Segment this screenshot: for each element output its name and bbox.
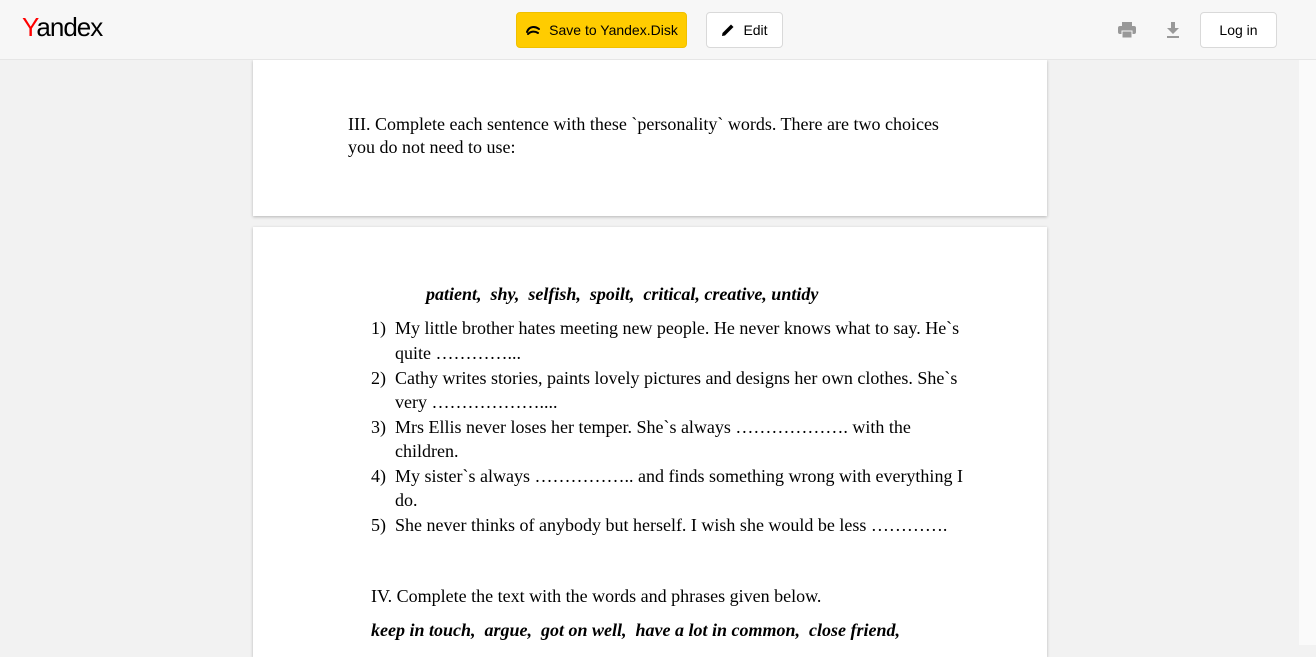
item-1-line1: My little brother hates meeting new people. He never knows what to say. He`s xyxy=(395,318,960,338)
item-3-line1: Mrs Ellis never loses her temper. She`s always ………………. with the xyxy=(395,416,911,437)
word-bank: patient, shy, selfish, spoilt, critical, creative, untidy xyxy=(426,284,819,304)
login-button[interactable] xyxy=(1200,12,1277,48)
vertical-scrollbar[interactable] xyxy=(1299,60,1316,645)
login-button-label: Log in xyxy=(1219,22,1258,38)
phrase-bank: keep in touch, argue, got on well, have a lot in common, close friend, xyxy=(371,620,901,640)
item-2-number: 2) xyxy=(371,367,386,388)
item-5-number: 5) xyxy=(371,515,386,535)
document-page-2 xyxy=(253,227,1047,657)
item-2-line1: Cathy writes stories, paints lovely pictures and designs her own clothes. She`s xyxy=(395,367,958,388)
download-button[interactable] xyxy=(1161,18,1185,42)
save-button-label: Save to Yandex.Disk xyxy=(549,22,678,38)
pencil-icon xyxy=(721,23,735,37)
task3-instruction-line2: you do not need to use: xyxy=(348,137,516,157)
save-to-disk-button[interactable] xyxy=(516,12,687,48)
item-3-number: 3) xyxy=(371,416,386,437)
item-4-number: 4) xyxy=(371,465,386,486)
item-1-number: 1) xyxy=(371,318,386,338)
item-1-line2: quite …………... xyxy=(395,342,521,363)
printer-icon xyxy=(1118,22,1136,38)
top-toolbar xyxy=(0,0,1316,60)
download-icon xyxy=(1166,22,1180,38)
logo-rest: andex xyxy=(36,12,103,42)
item-4-line2: do. xyxy=(395,490,418,510)
item-3-line2: children. xyxy=(395,441,459,461)
item-5-line1: She never thinks of anybody but herself. I wish she would be less …………. xyxy=(395,515,948,535)
edit-button-label: Edit xyxy=(743,22,768,38)
task3-instruction-line1: III. Complete each sentence with these `personality` words. There are two choices xyxy=(348,114,939,134)
disk-icon xyxy=(525,24,541,36)
document-page-1 xyxy=(253,60,1047,216)
edit-button[interactable] xyxy=(706,12,783,48)
item-4-line1: My sister`s always …………….. and finds something wrong with everything I xyxy=(395,465,963,486)
item-2-line2: very ……………….... xyxy=(395,392,558,412)
yandex-logo[interactable] xyxy=(22,12,102,43)
logo-letter-y: Y xyxy=(22,12,37,42)
task4-instruction: IV. Complete the text with the words and phrases given below. xyxy=(371,586,822,606)
print-button[interactable] xyxy=(1115,18,1139,42)
